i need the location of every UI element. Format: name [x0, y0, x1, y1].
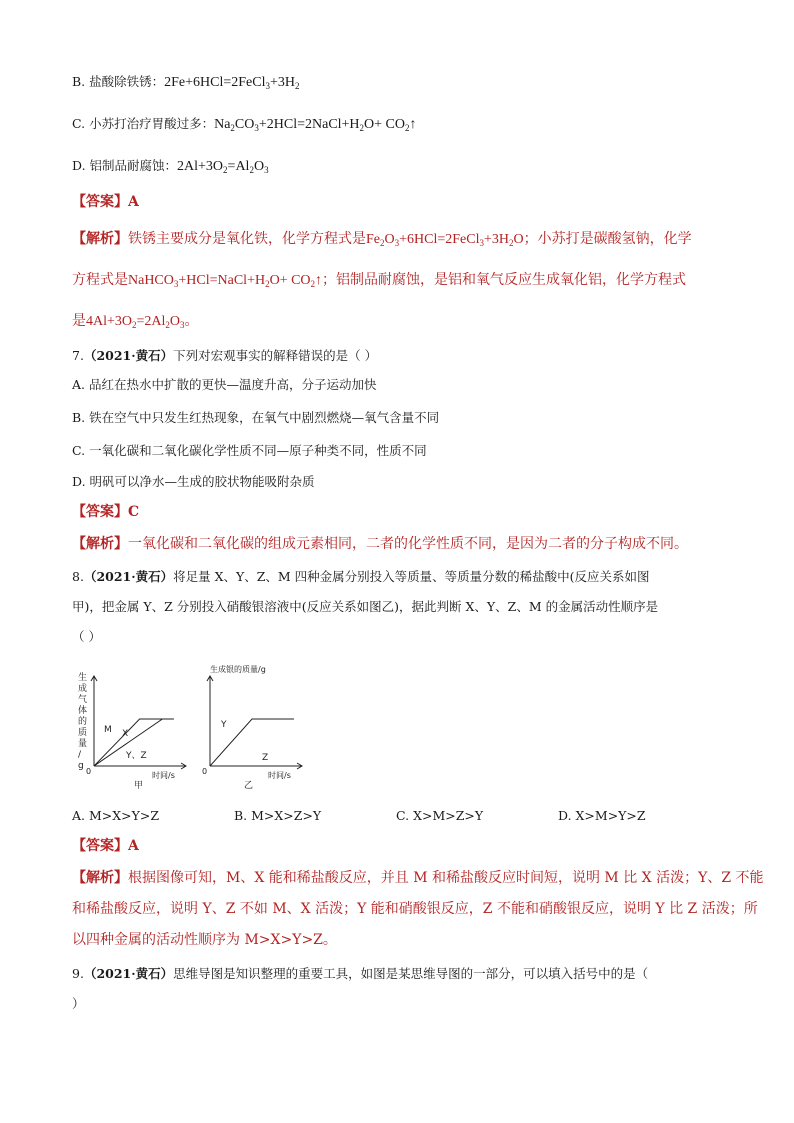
- option-b: [72, 72, 300, 96]
- option-label: D. 铝制品耐腐蚀：: [72, 158, 178, 173]
- origin-label: 0: [202, 767, 208, 776]
- formula: $2Fe+6HCl=2FeCl_3+3H_2$: [164, 75, 300, 91]
- q8-option-d: D. X>M>Y>Z: [558, 808, 646, 823]
- question-stem: 将足量 X、Y、Z、M 四种金属分别投入等质量、等质量分数的稀盐酸中(反应关系如图: [173, 569, 650, 584]
- q7-option-a: A. 品红在热水中扩散的更快—温度升高，分子运动加快: [72, 377, 377, 392]
- q7-option-c: C. 一氧化碳和二氧化碳化学性质不同—原子种类不同，性质不同: [72, 443, 427, 458]
- x-axis-label: 时间/s: [152, 771, 175, 780]
- explanation-q6-line3: 是$4Al+3O_2=2Al_2O_3$。: [72, 313, 199, 330]
- y-axis-label-char: 的: [78, 717, 88, 727]
- series-label: Y、Z: [126, 751, 147, 761]
- y-axis-label-char: 气: [78, 695, 88, 705]
- question-9-line2: ）: [72, 996, 85, 1011]
- formula: $2Al+3O_2=Al_2O_3$: [177, 159, 269, 175]
- question-8-line3: （ ）: [72, 629, 101, 644]
- answer-value: C: [128, 504, 140, 520]
- q8-option-c: C. X>M>Z>Y: [396, 808, 484, 823]
- question-8-line2: 甲)，把金属 Y、Z 分别投入硝酸银溶液中(反应关系如图乙)，据此判断 X、Y、Z、M 的金属活动性顺序是: [72, 599, 659, 614]
- chart-yi: [196, 660, 308, 792]
- chart-title: 乙: [244, 781, 254, 791]
- formula: $4Al+3O_2=2Al_2O_3$: [86, 314, 185, 330]
- formula: $Fe_2O_3+6HCl=2FeCl_3+3H_2O$: [366, 232, 524, 248]
- formula: $Na_2CO_3+2HCl=2NaCl+H_2O+$ $CO_2↑$: [214, 117, 417, 133]
- question-stem: 下列对宏观事实的解释错误的是（ ）: [173, 348, 378, 363]
- explanation-q7: 【解析】一氧化碳和二氧化碳的组成元素相同，二者的化学性质不同，是因为二者的分子构成不同。: [72, 536, 688, 552]
- answer-q7: [72, 502, 139, 522]
- y-axis-label-char: 成: [78, 684, 88, 694]
- question-9: [72, 964, 648, 984]
- explanation-q8-line2: 和稀盐酸反应，说明 Y、Z 不如 M、X 活泼；Y 能和硝酸银反应，Z 不能和硝酸银反应，说明 Y 比 Z 活泼；所: [72, 901, 758, 917]
- chart-jia: [76, 660, 196, 792]
- q7-option-d: D. 明矾可以净水—生成的胶状物能吸附杂质: [72, 474, 315, 489]
- chart-title: 甲: [134, 781, 144, 791]
- question-number: 8.: [72, 569, 84, 584]
- answer-tag: 【答案】: [72, 194, 128, 210]
- option-label: C. 小苏打治疗胃酸过多：: [72, 116, 215, 131]
- explanation-q8-line1: 【解析】根据图像可知，M、X 能和稀盐酸反应，并且 M 和稀盐酸反应时间短，说明 M 比 X 活泼；Y、Z 不能: [72, 870, 764, 886]
- explanation-q6-line2: 方程式是$NaHCO_3+HCl=NaCl+H_2O+$ $CO_2↑$；铝制品耐腐蚀，是铝和氧气反应生成氧化铝，化学方程式: [72, 272, 687, 289]
- y-axis-label-char: 量: [78, 739, 88, 749]
- series-label: M: [104, 725, 112, 735]
- series-label: Z: [262, 753, 269, 763]
- answer-value: A: [128, 194, 139, 210]
- x-axis-label: 时间/s: [268, 771, 291, 780]
- q8-option-a: A. M>X>Y>Z: [72, 808, 160, 823]
- explanation-tag: 【解析】: [72, 536, 128, 552]
- series-label: X: [122, 729, 129, 739]
- explanation-tag: 【解析】: [72, 231, 128, 247]
- question-source: （2021·黄石）: [83, 966, 174, 981]
- answer-q8: [72, 836, 139, 856]
- answer-q6: [72, 192, 139, 212]
- explanation-q8-line3: 以四种金属的活动性顺序为 M>X>Y>Z。: [72, 932, 337, 948]
- question-number: 9.: [72, 966, 84, 981]
- question-7: [72, 346, 377, 366]
- y-axis-label-char: 质: [78, 728, 88, 738]
- y-axis-label-char: /: [78, 750, 82, 760]
- y-axis-label: 生成银的质量/g: [210, 665, 266, 674]
- answer-tag: 【答案】: [72, 504, 128, 520]
- question-stem: 思维导图是知识整理的重要工具，如图是某思维导图的一部分，可以填入括号中的是（: [173, 966, 649, 981]
- explanation-tag: 【解析】: [72, 870, 128, 886]
- option-label: B. 盐酸除铁锈：: [72, 74, 165, 89]
- formula: $NaHCO_3+HCl=NaCl+H_2O+$ $CO_2↑$: [128, 273, 323, 289]
- origin-label: 0: [86, 767, 92, 776]
- question-number: 7.: [72, 348, 84, 363]
- option-d: [72, 156, 269, 180]
- question-8: [72, 567, 650, 587]
- q7-option-b: B. 铁在空气中只发生红热现象，在氧气中剧烈燃烧—氧气含量不同: [72, 410, 440, 425]
- option-c: [72, 114, 417, 138]
- q8-option-b: B. M>X>Z>Y: [234, 808, 322, 823]
- series-label: Y: [221, 720, 227, 730]
- y-axis-label-char: 生: [78, 673, 88, 683]
- answer-tag: 【答案】: [72, 838, 128, 854]
- explanation-q6-line1: 【解析】铁锈主要成分是氧化铁，化学方程式是$Fe_2O_3+6HCl=2FeCl_3+3H_2O$；小苏打是碳酸氢钠，化学: [72, 231, 692, 248]
- question-source: （2021·黄石）: [83, 348, 174, 363]
- answer-value: A: [128, 838, 139, 854]
- y-axis-label-char: 体: [78, 706, 88, 716]
- question-source: （2021·黄石）: [83, 569, 174, 584]
- y-axis-label-char: g: [78, 761, 84, 771]
